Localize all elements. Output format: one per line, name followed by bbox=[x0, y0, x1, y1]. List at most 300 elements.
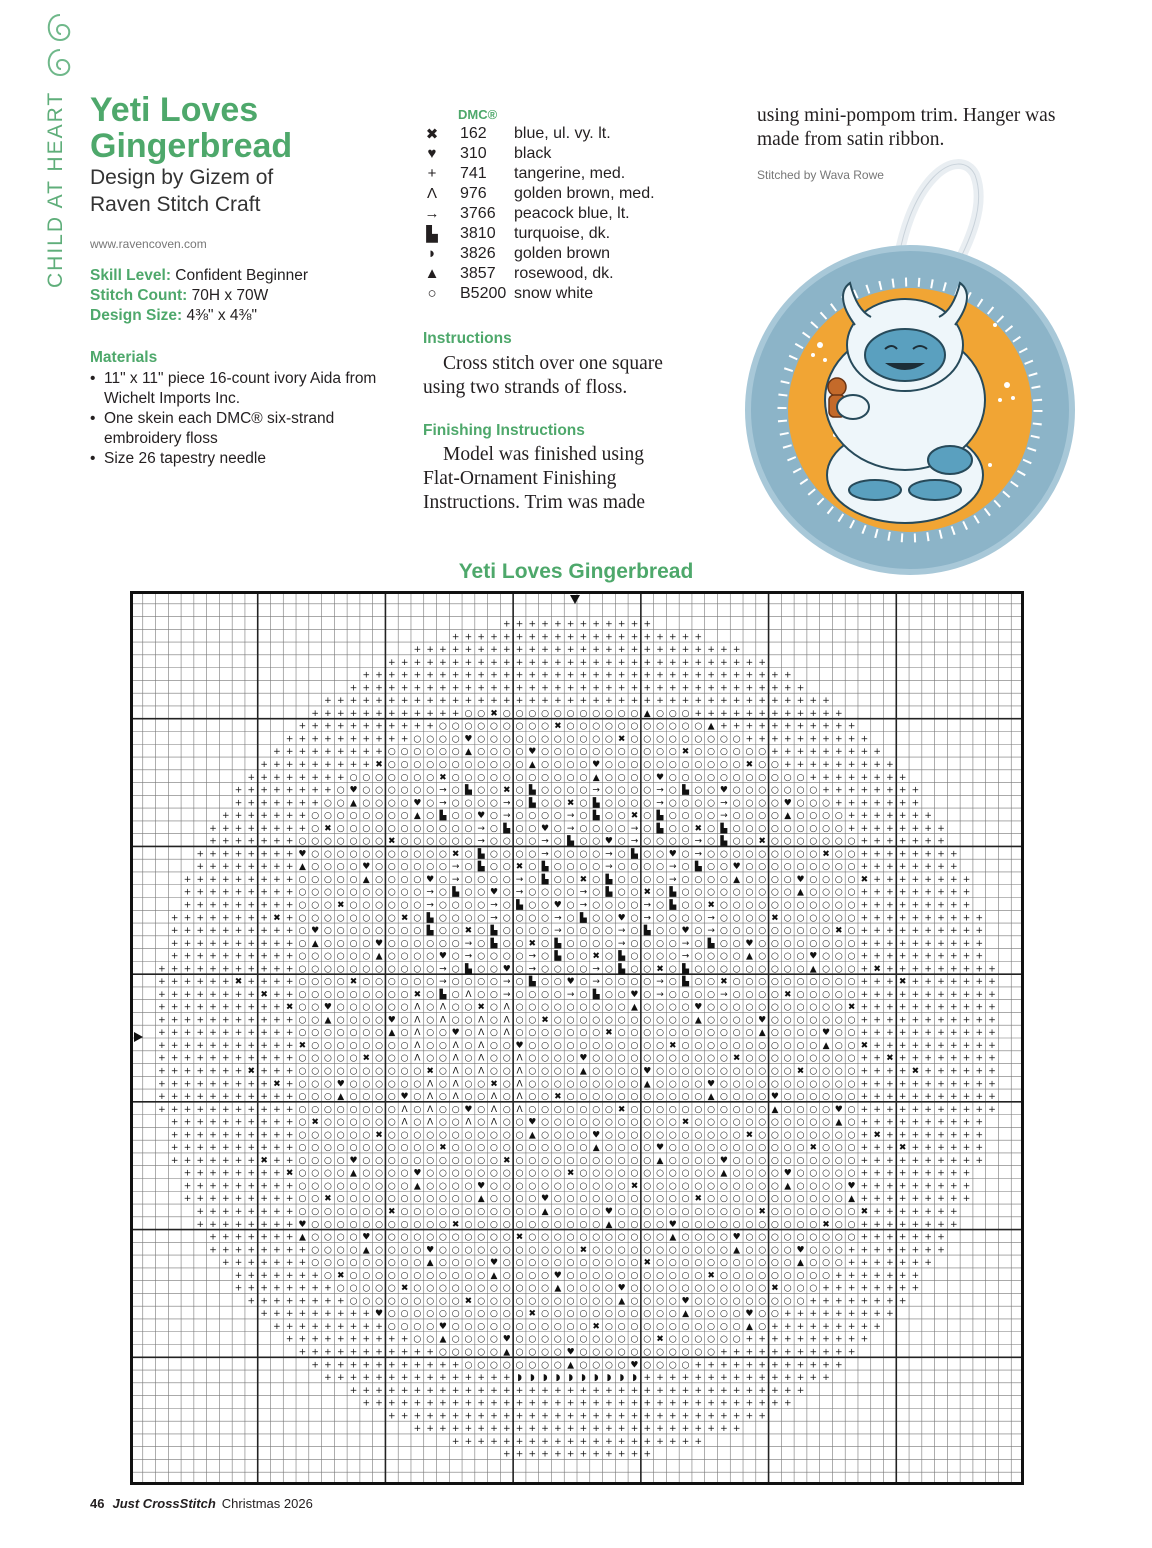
stitch-symbol: ○ bbox=[451, 951, 460, 962]
stitch-symbol: + bbox=[477, 1385, 485, 1396]
stitch-symbol: ○ bbox=[834, 1053, 843, 1064]
stitch-symbol: + bbox=[388, 1347, 396, 1358]
stitch-symbol: + bbox=[285, 1194, 294, 1205]
stitch-symbol: + bbox=[924, 1130, 932, 1141]
stitch-symbol: ○ bbox=[502, 747, 511, 758]
stitch-symbol: ○ bbox=[349, 1015, 358, 1026]
stitch-symbol: ○ bbox=[617, 785, 626, 796]
stitch-symbol: ○ bbox=[336, 964, 345, 975]
stitch-symbol: ○ bbox=[617, 1130, 626, 1141]
stitch-symbol: ○ bbox=[400, 1245, 409, 1256]
stitch-symbol: ○ bbox=[758, 1040, 767, 1051]
stitch-symbol: ○ bbox=[438, 1283, 447, 1294]
stitch-symbol: ○ bbox=[528, 772, 537, 783]
stitch-symbol: + bbox=[515, 696, 524, 707]
stitch-symbol: ○ bbox=[502, 1079, 511, 1090]
stitch-symbol: ◗ bbox=[632, 1373, 637, 1384]
stitch-symbol: ○ bbox=[719, 1117, 728, 1128]
stitch-symbol: ○ bbox=[796, 1104, 805, 1115]
stitch-symbol: ○ bbox=[413, 926, 422, 937]
stitch-symbol: ○ bbox=[719, 938, 728, 949]
stitch-symbol: + bbox=[924, 1143, 932, 1154]
stitch-symbol: + bbox=[400, 683, 409, 694]
stitch-symbol: ✖ bbox=[745, 759, 754, 770]
stitch-symbol: ○ bbox=[298, 900, 307, 911]
stitch-symbol: + bbox=[247, 1143, 256, 1154]
stitch-symbol: ○ bbox=[502, 887, 511, 898]
stitch-symbol: + bbox=[886, 785, 894, 796]
stitch-symbol: + bbox=[911, 964, 920, 975]
stitch-symbol: ○ bbox=[387, 977, 396, 988]
stitch-symbol: ▲ bbox=[477, 1194, 485, 1205]
stitch-symbol: ○ bbox=[311, 1219, 320, 1230]
stitch-symbol: → bbox=[643, 913, 652, 924]
stitch-symbol: ○ bbox=[336, 951, 345, 962]
stitch-symbol: + bbox=[183, 1015, 192, 1026]
stitch-symbol: + bbox=[898, 1258, 907, 1269]
stitch-symbol: ✖ bbox=[707, 900, 715, 911]
stitch-symbol: + bbox=[886, 759, 894, 770]
stitch-symbol: ♥ bbox=[413, 798, 422, 809]
stitch-symbol: + bbox=[285, 862, 294, 873]
stitch-symbol: ○ bbox=[617, 1232, 626, 1243]
stitch-symbol: ○ bbox=[324, 1206, 332, 1217]
stitch-symbol: ○ bbox=[605, 900, 613, 911]
stitch-symbol: ○ bbox=[656, 747, 664, 758]
stitch-symbol: + bbox=[426, 721, 434, 732]
stitch-symbol: + bbox=[349, 759, 358, 770]
legend-number: 3766 bbox=[460, 205, 496, 222]
stitch-symbol: ○ bbox=[822, 1258, 830, 1269]
stitch-symbol: ○ bbox=[579, 849, 588, 860]
stitch-symbol: + bbox=[260, 1117, 268, 1128]
stitch-symbol: ○ bbox=[400, 989, 409, 1000]
stitch-symbol: ○ bbox=[592, 1283, 601, 1294]
stitch-symbol: ○ bbox=[605, 747, 613, 758]
stitch-symbol: + bbox=[400, 1347, 409, 1358]
stitch-symbol: ○ bbox=[502, 926, 511, 937]
stitch-symbol: ○ bbox=[809, 1258, 818, 1269]
stitch-symbol: + bbox=[656, 1385, 664, 1396]
stitch-symbol: + bbox=[758, 1385, 766, 1396]
stitch-symbol: ○ bbox=[694, 1321, 703, 1332]
stitch-symbol: + bbox=[400, 657, 409, 668]
stitch-symbol: + bbox=[222, 1028, 230, 1039]
stitch-symbol: + bbox=[247, 1232, 256, 1243]
stitch-symbol: ○ bbox=[809, 938, 818, 949]
stitch-symbol: + bbox=[554, 645, 562, 656]
stitch-symbol: ○ bbox=[783, 938, 792, 949]
stitch-symbol: + bbox=[796, 1360, 805, 1371]
stitch-symbol: ○ bbox=[592, 1347, 601, 1358]
stitch-symbol: + bbox=[937, 964, 945, 975]
stitch-symbol: + bbox=[886, 849, 894, 860]
stitch-symbol: ○ bbox=[681, 836, 690, 847]
stitch-symbol: ○ bbox=[490, 1181, 498, 1192]
stitch-symbol: + bbox=[847, 1270, 856, 1281]
stitch-symbol: + bbox=[324, 772, 332, 783]
stitch-symbol: ✖ bbox=[515, 862, 524, 873]
stitch-symbol: ○ bbox=[579, 1117, 588, 1128]
stitch-symbol: ○ bbox=[617, 1040, 626, 1051]
stitch-symbol: ○ bbox=[694, 1270, 703, 1281]
stitch-symbol: + bbox=[949, 1194, 958, 1205]
stitch-symbol: ○ bbox=[477, 747, 486, 758]
stitch-symbol: ♥ bbox=[477, 1181, 486, 1192]
stitch-symbol: ○ bbox=[630, 1321, 639, 1332]
stitch-symbol: ○ bbox=[566, 1092, 575, 1103]
stitch-symbol: ○ bbox=[771, 1258, 779, 1269]
stitch-symbol: ○ bbox=[694, 1130, 703, 1141]
stitch-symbol: ○ bbox=[541, 989, 549, 1000]
stitch-symbol: ♥ bbox=[502, 1334, 511, 1345]
stitch-symbol: ○ bbox=[413, 1245, 422, 1256]
stitch-symbol: + bbox=[681, 696, 690, 707]
stitch-symbol: ○ bbox=[656, 938, 664, 949]
stitch-symbol: ○ bbox=[515, 747, 524, 758]
stitch-symbol: ○ bbox=[758, 964, 767, 975]
stitch-symbol: ○ bbox=[694, 1309, 703, 1320]
stitch-symbol: + bbox=[975, 951, 984, 962]
stitch-symbol: ○ bbox=[771, 1270, 779, 1281]
stitch-symbol: ▲ bbox=[528, 1130, 536, 1141]
stitch-symbol: + bbox=[694, 1385, 703, 1396]
stitch-symbol: ○ bbox=[426, 798, 435, 809]
stitch-symbol: ○ bbox=[605, 823, 613, 834]
stitch-symbol: ○ bbox=[541, 785, 549, 796]
stitch-symbol: ○ bbox=[451, 798, 460, 809]
stitch-symbol: ○ bbox=[311, 951, 320, 962]
stitch-symbol: + bbox=[298, 1296, 307, 1307]
stitch-symbol: + bbox=[886, 1104, 894, 1115]
stitch-symbol: ○ bbox=[349, 989, 358, 1000]
stitch-symbol: ○ bbox=[630, 721, 639, 732]
stitch-symbol: + bbox=[911, 989, 920, 1000]
stitch-symbol: + bbox=[426, 1373, 434, 1384]
stitch-symbol: ○ bbox=[336, 1040, 345, 1051]
stitch-symbol: ○ bbox=[630, 1245, 639, 1256]
legend-color-name: blue, ul. vy. lt. bbox=[514, 125, 611, 142]
stitch-symbol: ○ bbox=[362, 1270, 371, 1281]
stitch-symbol: ○ bbox=[579, 1283, 588, 1294]
stitch-symbol: + bbox=[898, 798, 907, 809]
stitch-symbol: ○ bbox=[311, 1130, 320, 1141]
stitch-symbol: + bbox=[247, 1130, 256, 1141]
stitch-symbol: ○ bbox=[758, 874, 767, 885]
stitch-symbol: ✖ bbox=[566, 798, 575, 809]
stitch-symbol: ○ bbox=[719, 772, 728, 783]
stitch-symbol: + bbox=[260, 1181, 268, 1192]
stitch-symbol: ○ bbox=[413, 1309, 422, 1320]
stitch-symbol: ▲ bbox=[797, 887, 804, 898]
stitch-symbol: ○ bbox=[413, 734, 422, 745]
stitch-symbol: ○ bbox=[311, 1053, 320, 1064]
stitch-symbol: ○ bbox=[541, 1079, 549, 1090]
stitch-symbol: ○ bbox=[630, 900, 639, 911]
stitch-symbol: ○ bbox=[643, 1028, 652, 1039]
stitch-symbol: + bbox=[720, 1373, 728, 1384]
stitch-symbol: + bbox=[937, 1130, 945, 1141]
stitch-symbol: ○ bbox=[605, 964, 613, 975]
stitch-symbol: ○ bbox=[451, 913, 460, 924]
stitch-symbol: ○ bbox=[375, 811, 383, 822]
stitch-symbol: ○ bbox=[783, 951, 792, 962]
stitch-symbol: + bbox=[158, 1104, 166, 1115]
stitch-symbol: + bbox=[247, 926, 256, 937]
stitch-symbol: + bbox=[234, 938, 243, 949]
stitch-symbol: + bbox=[285, 1028, 294, 1039]
legend-row bbox=[420, 245, 700, 265]
stitch-symbol: + bbox=[962, 1143, 971, 1154]
stitch-symbol: ✖ bbox=[732, 1053, 741, 1064]
stitch-symbol: + bbox=[937, 977, 945, 988]
stitch-symbol: ○ bbox=[413, 1130, 422, 1141]
stitch-symbol: ○ bbox=[617, 1117, 626, 1128]
stitch-symbol: → bbox=[541, 849, 549, 860]
stitch-symbol: + bbox=[771, 708, 779, 719]
stitch-symbol: ○ bbox=[656, 926, 664, 937]
stitch-symbol: + bbox=[349, 734, 358, 745]
stitch-symbol: + bbox=[324, 1309, 332, 1320]
stitch-symbol: ○ bbox=[502, 1181, 511, 1192]
stitch-symbol: ○ bbox=[566, 1040, 575, 1051]
stitch-symbol: ✖ bbox=[311, 1117, 319, 1128]
stitch-symbol: + bbox=[643, 683, 652, 694]
stitch-symbol: ○ bbox=[732, 951, 741, 962]
stitch-symbol: + bbox=[886, 964, 894, 975]
stitch-symbol: ○ bbox=[758, 798, 767, 809]
stitch-symbol: Λ bbox=[401, 1104, 408, 1115]
stitch-symbol: + bbox=[809, 708, 818, 719]
stitch-symbol: ○ bbox=[822, 1206, 830, 1217]
stitch-symbol: ○ bbox=[630, 1206, 639, 1217]
stitch-symbol: + bbox=[605, 632, 613, 643]
spec-design-size: Design Size: 4⅜" x 4⅜" bbox=[90, 307, 257, 324]
stitch-symbol: ◗ bbox=[529, 1373, 535, 1384]
stitch-symbol: + bbox=[924, 887, 932, 898]
stitch-symbol: + bbox=[222, 1066, 230, 1077]
stitch-symbol: + bbox=[873, 1168, 881, 1179]
stitch-symbol: ○ bbox=[694, 900, 703, 911]
stitch-symbol: + bbox=[464, 1436, 473, 1447]
stitch-symbol: ○ bbox=[796, 977, 805, 988]
stitch-symbol: + bbox=[183, 964, 192, 975]
stitch-symbol: + bbox=[694, 696, 703, 707]
stitch-symbol: ○ bbox=[732, 1066, 741, 1077]
stitch-symbol: ▙ bbox=[490, 926, 498, 937]
stitch-symbol: + bbox=[605, 1385, 613, 1396]
stitch-symbol: + bbox=[285, 1258, 294, 1269]
stitch-symbol: ○ bbox=[566, 1206, 575, 1217]
stitch-symbol: + bbox=[170, 1053, 179, 1064]
stitch-symbol: ○ bbox=[745, 823, 754, 834]
stitch-symbol: ○ bbox=[592, 1092, 601, 1103]
stitch-symbol: ○ bbox=[579, 1104, 588, 1115]
stitch-symbol: ○ bbox=[681, 1206, 690, 1217]
stitch-symbol: ○ bbox=[349, 1066, 358, 1077]
stitch-symbol: ○ bbox=[490, 977, 498, 988]
stitch-symbol: + bbox=[745, 734, 754, 745]
stitch-symbol: ✖ bbox=[400, 913, 409, 924]
stitch-symbol: + bbox=[898, 989, 907, 1000]
stitch-symbol: + bbox=[451, 696, 460, 707]
stitch-symbol: + bbox=[732, 1373, 741, 1384]
stitch-symbol: ○ bbox=[502, 1283, 511, 1294]
stitch-symbol: + bbox=[822, 1347, 830, 1358]
stitch-symbol: + bbox=[541, 619, 549, 630]
stitch-symbol: + bbox=[566, 1449, 575, 1460]
stitch-symbol: ○ bbox=[783, 900, 792, 911]
stitch-symbol: + bbox=[886, 1232, 894, 1243]
stitch-symbol: + bbox=[707, 708, 715, 719]
stitch-symbol: + bbox=[273, 1168, 281, 1179]
stitch-symbol: ○ bbox=[566, 747, 575, 758]
stitch-symbol: ○ bbox=[822, 1002, 830, 1013]
stitch-symbol: + bbox=[196, 849, 205, 860]
stitch-symbol: + bbox=[796, 747, 805, 758]
stitch-symbol: + bbox=[566, 645, 575, 656]
stitch-symbol: ○ bbox=[579, 1079, 588, 1090]
stitch-symbol: ○ bbox=[758, 1181, 767, 1192]
stitch-symbol: + bbox=[898, 1040, 907, 1051]
stitch-symbol: + bbox=[273, 1181, 281, 1192]
stitch-symbol: + bbox=[209, 1245, 217, 1256]
stitch-symbol: + bbox=[464, 683, 473, 694]
stitch-symbol: ✖ bbox=[694, 823, 703, 834]
spec-skill-level: Skill Level: Confident Beginner bbox=[90, 267, 309, 284]
stitch-symbol: + bbox=[732, 1411, 741, 1422]
materials-heading: Materials bbox=[90, 349, 158, 366]
stitch-symbol: ○ bbox=[362, 1194, 371, 1205]
stitch-symbol: ○ bbox=[668, 772, 677, 783]
stitch-symbol: + bbox=[260, 1270, 268, 1281]
stitch-symbol: + bbox=[630, 1449, 639, 1460]
stitch-symbol: → bbox=[592, 977, 600, 988]
stitch-symbol: + bbox=[847, 823, 856, 834]
stitch-symbol: ○ bbox=[796, 926, 805, 937]
stitch-symbol: ✖ bbox=[873, 964, 881, 975]
stitch-symbol: + bbox=[388, 1360, 396, 1371]
stitch-symbol: ○ bbox=[771, 1015, 779, 1026]
stitch-symbol: + bbox=[298, 747, 307, 758]
stitch-symbol: + bbox=[502, 1398, 511, 1409]
stitch-symbol: + bbox=[426, 1347, 434, 1358]
stitch-symbol: ○ bbox=[656, 1309, 664, 1320]
stitch-symbol: ○ bbox=[553, 887, 562, 898]
stitch-symbol: ○ bbox=[783, 1066, 792, 1077]
stitch-symbol: + bbox=[413, 670, 422, 681]
stitch-symbol: ✖ bbox=[464, 1296, 473, 1307]
stitch-symbol: ○ bbox=[528, 1194, 537, 1205]
stitch-symbol: + bbox=[209, 823, 217, 834]
stitch-symbol: ○ bbox=[694, 1092, 703, 1103]
stitch-symbol: + bbox=[209, 862, 217, 873]
stitch-symbol: ○ bbox=[745, 1181, 754, 1192]
stitch-symbol: ○ bbox=[668, 1360, 677, 1371]
stitch-symbol: + bbox=[273, 1206, 281, 1217]
stitch-symbol: + bbox=[158, 977, 166, 988]
stitch-symbol: + bbox=[886, 989, 894, 1000]
stitch-symbol: + bbox=[579, 1411, 588, 1422]
stitch-symbol: ○ bbox=[426, 1015, 435, 1026]
stitch-symbol: + bbox=[324, 1321, 332, 1332]
legend-color-name: turquoise, dk. bbox=[514, 225, 611, 242]
stitch-symbol: ○ bbox=[502, 1168, 511, 1179]
stitch-symbol: ○ bbox=[477, 900, 486, 911]
stitch-symbol: → bbox=[617, 926, 626, 937]
stitch-symbol: ○ bbox=[656, 1194, 664, 1205]
stitch-symbol: + bbox=[886, 1219, 894, 1230]
stitch-symbol: ○ bbox=[707, 874, 716, 885]
stitch-symbol: + bbox=[247, 1283, 256, 1294]
stitch-symbol: + bbox=[886, 951, 894, 962]
stitch-symbol: ○ bbox=[668, 1283, 677, 1294]
stitch-symbol: + bbox=[451, 632, 460, 643]
stitch-symbol: ○ bbox=[732, 1155, 741, 1166]
stitch-symbol: + bbox=[426, 670, 434, 681]
stitch-symbol: ○ bbox=[451, 1347, 460, 1358]
stitch-symbol: ○ bbox=[668, 964, 677, 975]
stitch-symbol: ○ bbox=[553, 785, 562, 796]
stitch-symbol: ○ bbox=[719, 734, 728, 745]
stitch-symbol: + bbox=[336, 734, 345, 745]
stitch-symbol: + bbox=[222, 1015, 230, 1026]
stitch-symbol: ○ bbox=[694, 1283, 703, 1294]
stitch-symbol: + bbox=[490, 683, 498, 694]
stitch-symbol: ○ bbox=[311, 836, 320, 847]
stitch-symbol: ○ bbox=[400, 798, 409, 809]
stitch-symbol: ○ bbox=[592, 862, 601, 873]
stitch-symbol: ○ bbox=[311, 1028, 320, 1039]
stitch-symbol: + bbox=[962, 977, 971, 988]
stitch-symbol: ○ bbox=[438, 1066, 447, 1077]
issue-name: Christmas 2026 bbox=[221, 1496, 313, 1511]
stitch-symbol: Λ bbox=[414, 1015, 421, 1026]
stitch-symbol: ✖ bbox=[847, 1002, 856, 1013]
stitch-symbol: ○ bbox=[834, 1168, 843, 1179]
stitch-symbol: ○ bbox=[579, 1168, 588, 1179]
stitch-symbol: ○ bbox=[400, 772, 409, 783]
stitch-symbol: ○ bbox=[336, 1245, 345, 1256]
stitch-symbol: ○ bbox=[400, 747, 409, 758]
stitch-symbol: ○ bbox=[592, 1040, 601, 1051]
stitch-symbol: + bbox=[886, 1283, 894, 1294]
stitch-symbol: ○ bbox=[783, 887, 792, 898]
stitch-symbol: + bbox=[898, 874, 907, 885]
stitch-symbol: + bbox=[707, 683, 715, 694]
stitch-symbol: ○ bbox=[553, 1002, 562, 1013]
stitch-symbol: ○ bbox=[745, 1194, 754, 1205]
stitch-symbol: ○ bbox=[426, 1130, 435, 1141]
stitch-symbol: + bbox=[822, 1321, 830, 1332]
stitch-symbol: ○ bbox=[668, 1104, 677, 1115]
stitch-symbol: ○ bbox=[413, 1066, 422, 1077]
stitch-symbol: + bbox=[413, 1347, 422, 1358]
stitch-symbol: ○ bbox=[847, 913, 856, 924]
stitch-symbol: + bbox=[273, 1321, 281, 1332]
stitch-symbol: + bbox=[209, 1232, 217, 1243]
stitch-symbol: + bbox=[656, 1436, 664, 1447]
stitch-symbol: ○ bbox=[707, 989, 716, 1000]
stitch-symbol: + bbox=[502, 1385, 511, 1396]
stitch-symbol: + bbox=[605, 696, 613, 707]
stitch-symbol: ○ bbox=[566, 708, 575, 719]
stitch-symbol: + bbox=[898, 926, 907, 937]
stitch-symbol: + bbox=[579, 1424, 588, 1435]
designer-website-link[interactable]: www.ravencoven.com bbox=[90, 237, 207, 251]
stitch-symbol: + bbox=[847, 1283, 856, 1294]
stitch-symbol: ○ bbox=[681, 811, 690, 822]
